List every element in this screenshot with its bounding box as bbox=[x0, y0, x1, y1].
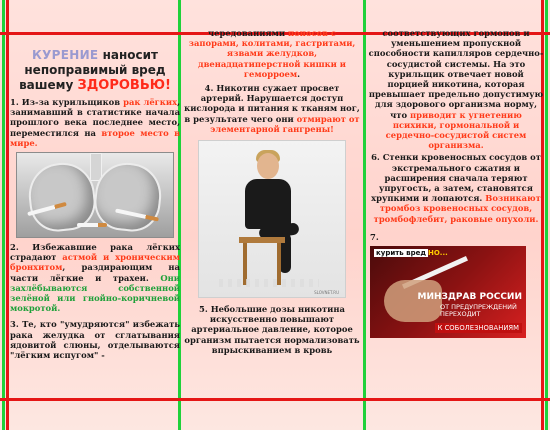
head-shape bbox=[257, 153, 279, 179]
paragraph-2 bbox=[10, 242, 180, 313]
title-word-zdorovyu: ЗДОРОВЬЮ! bbox=[77, 78, 171, 93]
highlight-red: поносов с запорами, колитами, гастритами, язвами желудков, двенадцатиперстной кишки и геморроем bbox=[188, 28, 356, 79]
ad-text: курить вред bbox=[376, 248, 426, 257]
highlight-red: второе место в мире. bbox=[10, 127, 180, 148]
guide-line-green bbox=[363, 0, 366, 430]
minzdrav-ad-image bbox=[370, 246, 526, 338]
paragraph-4 bbox=[184, 83, 360, 134]
torso-shape bbox=[245, 179, 291, 229]
lungs-ashtray-image bbox=[16, 152, 174, 238]
text: 4. Никотин сужает просвет артерий. Нарушается доступ кислорода и питания к тканям ног, в результате чего они bbox=[184, 83, 360, 124]
title-text: наносит непоправимый вред вашему bbox=[19, 48, 166, 92]
ad-line-1: МИНЗДРАВ РОССИИ bbox=[417, 291, 522, 302]
text: соответствующих гормонов и уменьшением пропускной способности капилляров сердечно-сосудистой системы. На это курильщик отвечает новой порцией никотина, которая превышает предельно допустимую для здорового организма норму, что bbox=[368, 28, 544, 120]
paragraph-3: 3. Те, кто "умудряются" избежать рака желудка от сглатывания ядовитой слюны, отделываются "лёгким испугом" - bbox=[10, 319, 180, 361]
title-word-kurenie: КУРЕНИЕ bbox=[31, 48, 99, 62]
paragraph-5-cont bbox=[368, 28, 544, 150]
cigarette-butt bbox=[77, 223, 107, 227]
column-2 bbox=[184, 28, 360, 396]
paragraph-5: 5. Небольшие дозы никотина искусственно повышают артериальное давление, которое организм пытается нормализовать впрыскиванием в кровь bbox=[184, 304, 360, 355]
text: 2. Избежавшие рака лёгких страдают bbox=[10, 242, 180, 263]
text: . bbox=[297, 68, 301, 79]
text: , занимавший в статистике начала прошлого века последнее место, переместился на bbox=[10, 97, 180, 138]
ad-top-text bbox=[374, 249, 448, 257]
text: чередованиями bbox=[208, 28, 289, 38]
highlight-red: рак лёгких bbox=[123, 97, 178, 107]
guide-line-red bbox=[6, 0, 9, 430]
cigarette-butts-floor bbox=[219, 279, 319, 287]
item-7-number: 7. bbox=[370, 231, 379, 242]
guide-line-green bbox=[2, 0, 5, 430]
text: 6. Стенки кровеносных сосудов от экстремального сжатия и расширения сначала теряют упругость, а затем, становятся хрупкими и лопаются. bbox=[371, 152, 541, 204]
ad-line-3: К СОБОЛЕЗНОВАНИЯМ bbox=[435, 323, 522, 333]
paragraph-1 bbox=[10, 97, 180, 148]
guide-line-red bbox=[0, 398, 550, 401]
smoking-man-image bbox=[198, 140, 346, 298]
ad-line-2: ОТ ПРЕДУПРЕЖДЕНИЙ ПЕРЕХОДИТ bbox=[440, 302, 517, 319]
text: , раздирающим на части лёгкие и трахеи. bbox=[10, 262, 180, 283]
ad-text-accent: НО... bbox=[428, 248, 448, 257]
watermark: SLOVNET.RU bbox=[314, 290, 339, 296]
highlight-red: Возникают тромбоз кровеносных сосудов, тромбофлебит, раковые опухоли. bbox=[373, 193, 541, 224]
highlight-green: Они захлёбываются собственной зелёной или гнойно-коричневой мокротой. bbox=[10, 272, 180, 314]
paragraph-6 bbox=[368, 152, 544, 223]
highlight-red: астмой и хроническим бронхитом bbox=[10, 252, 180, 273]
paragraph-1-cont bbox=[184, 28, 360, 79]
column-3 bbox=[368, 28, 544, 396]
text: 1. Из-за курильщиков bbox=[10, 97, 124, 107]
column-1 bbox=[10, 28, 180, 396]
page-title bbox=[10, 48, 180, 93]
highlight-red: отмирают от элементарной гангрены! bbox=[210, 113, 360, 134]
highlight-red: приводит к угнетению психики, гормональной и сердечно-сосудистой систем организма. bbox=[385, 109, 527, 151]
guide-line-green bbox=[545, 0, 548, 430]
